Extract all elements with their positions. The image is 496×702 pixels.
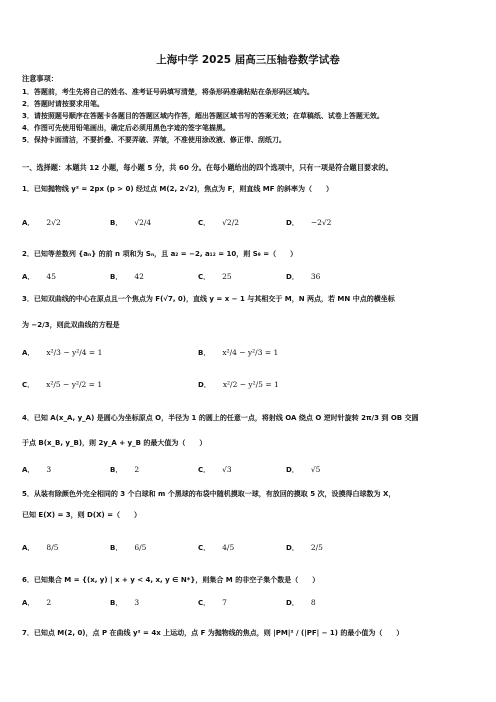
option-value: x²/4 − y²/3 = 1 xyxy=(222,348,279,357)
option-value: √5 xyxy=(310,465,321,474)
note-item: 2．答题时请按要求用笔。 xyxy=(22,100,104,108)
note-item: 5．保持卡面清洁，不要折叠、不要弄破、弄皱，不准使用涂改液、修正带、刮纸刀。 xyxy=(22,136,286,144)
option-value: x²/2 − y²/5 = 1 xyxy=(222,380,279,389)
option-value: 3 xyxy=(134,598,140,607)
question-5-line-2: 已知 E(X) = 3，则 D(X) =（ ） xyxy=(22,511,141,519)
option-label: B． xyxy=(110,544,123,552)
notes-list xyxy=(22,86,482,146)
option-value: 3 xyxy=(46,465,52,474)
option-value: 2 xyxy=(134,465,140,474)
option-value: 25 xyxy=(222,272,232,281)
question-3-line-1: 3．已知双曲线的中心在原点且一个焦点为 F(√7, 0)，直线 y = x − 1 与其相交于 M，N 两点，若 MN 中点的横坐标 xyxy=(22,295,395,303)
question-4-line-1: 4．已知 A(x_A, y_A) 是圆心为坐标原点 O，半径为 1 的圆上的任意一点，将射线 OA 绕点 O 逆时针旋转 2π/3 到 OB 交圆 xyxy=(22,414,419,422)
notes-heading: 注意事项： xyxy=(22,74,58,83)
option-label: D． xyxy=(286,544,299,552)
option-label: A． xyxy=(22,273,35,281)
question-1: 1．已知抛物线 y² = 2px (p > 0) 经过点 M(2, 2√2)，焦点为 F，则直线 MF 的斜率为（ ） xyxy=(22,185,333,193)
option-label: A． xyxy=(22,466,35,474)
option-label: C． xyxy=(198,273,211,281)
option-label: B． xyxy=(110,219,123,227)
option-value: −2√2 xyxy=(310,218,332,227)
question-6: 6．已知集合 M = {(x, y) | x + y < 4, x, y ∈ N*}，则集合 M 的非空子集个数是（ ） xyxy=(22,576,320,584)
option-value: x²/5 − y²/2 = 1 xyxy=(46,380,103,389)
option-value: 2 xyxy=(46,598,52,607)
option-value: 4/5 xyxy=(222,543,235,552)
option-label: C． xyxy=(22,381,35,389)
note-item: 4．作图可先使用铅笔画出，确定后必须用黑色字迹的签字笔描黑。 xyxy=(22,124,230,132)
option-label: C． xyxy=(198,219,211,227)
option-value: 42 xyxy=(134,272,144,281)
option-value: √3 xyxy=(222,465,232,474)
option-label: B． xyxy=(110,273,123,281)
question-3-line-2: 为 −2/3，则此双曲线的方程是 xyxy=(22,321,120,329)
option-value: 45 xyxy=(46,272,56,281)
option-label: B． xyxy=(198,349,211,357)
option-label: B． xyxy=(110,599,123,607)
option-value: 7 xyxy=(222,598,227,607)
option-value: √2/2 xyxy=(222,218,239,227)
option-value: 8/5 xyxy=(46,543,59,552)
question-2: 2．已知等差数列 {aₙ} 的前 n 项和为 Sₙ，且 a₂ = −2, a₁₂ = 10，则 S₉ =（ ） xyxy=(22,250,298,258)
note-item: 1．答题前，考生先将自己的姓名、准考证号码填写清楚，将条形码准确粘贴在条形码区域内。 xyxy=(22,88,314,96)
option-value: √2/4 xyxy=(134,218,152,227)
question-5-line-1: 5．从装有除颜色外完全相同的 3 个白球和 m 个黑球的布袋中随机摸取一球，有放回的摸取 5 次，设摸得白球数为 X， xyxy=(22,490,396,498)
option-label: C． xyxy=(198,544,211,552)
question-7: 7．已知点 M(2, 0)，点 P 在曲线 y² = 4x 上运动，点 F 为抛物线的焦点，则 |PM|² / (|PF| − 1) 的最小值为（ ） xyxy=(22,629,404,637)
section-heading: 一、选择题：本题共 12 小题，每小题 5 分，共 60 分。在每小题给出的四个选项中，只有一项是符合题目要求的。 xyxy=(22,163,393,172)
option-label: B． xyxy=(110,466,123,474)
option-label: D． xyxy=(286,599,299,607)
option-label: A． xyxy=(22,544,35,552)
option-value: 6/5 xyxy=(134,543,147,552)
note-item: 3．请按照题号顺序在答题卡各题目的答题区域内作答，超出答题区域书写的答案无效；在草稿纸、试卷上答题无效。 xyxy=(22,112,384,120)
option-value: x²/3 − y²/4 = 1 xyxy=(46,348,103,357)
option-label: A． xyxy=(22,219,35,227)
option-label: C． xyxy=(198,599,211,607)
option-value: 36 xyxy=(310,272,321,281)
option-label: A． xyxy=(22,599,35,607)
option-label: D． xyxy=(286,273,299,281)
option-value: 2√2 xyxy=(46,218,61,227)
option-value: 2/5 xyxy=(310,543,323,552)
exam-title: 上海中学 2025 届高三压轴卷数学试卷 xyxy=(156,54,340,66)
option-label: D． xyxy=(286,219,299,227)
question-4-line-2: 于点 B(x_B, y_B)，则 2y_A + y_B 的最大值为（ ） xyxy=(22,439,207,447)
option-label: A． xyxy=(22,349,35,357)
option-value: 8 xyxy=(310,598,316,607)
option-label: D． xyxy=(198,381,211,389)
option-label: C． xyxy=(198,466,211,474)
option-label: D． xyxy=(286,466,299,474)
